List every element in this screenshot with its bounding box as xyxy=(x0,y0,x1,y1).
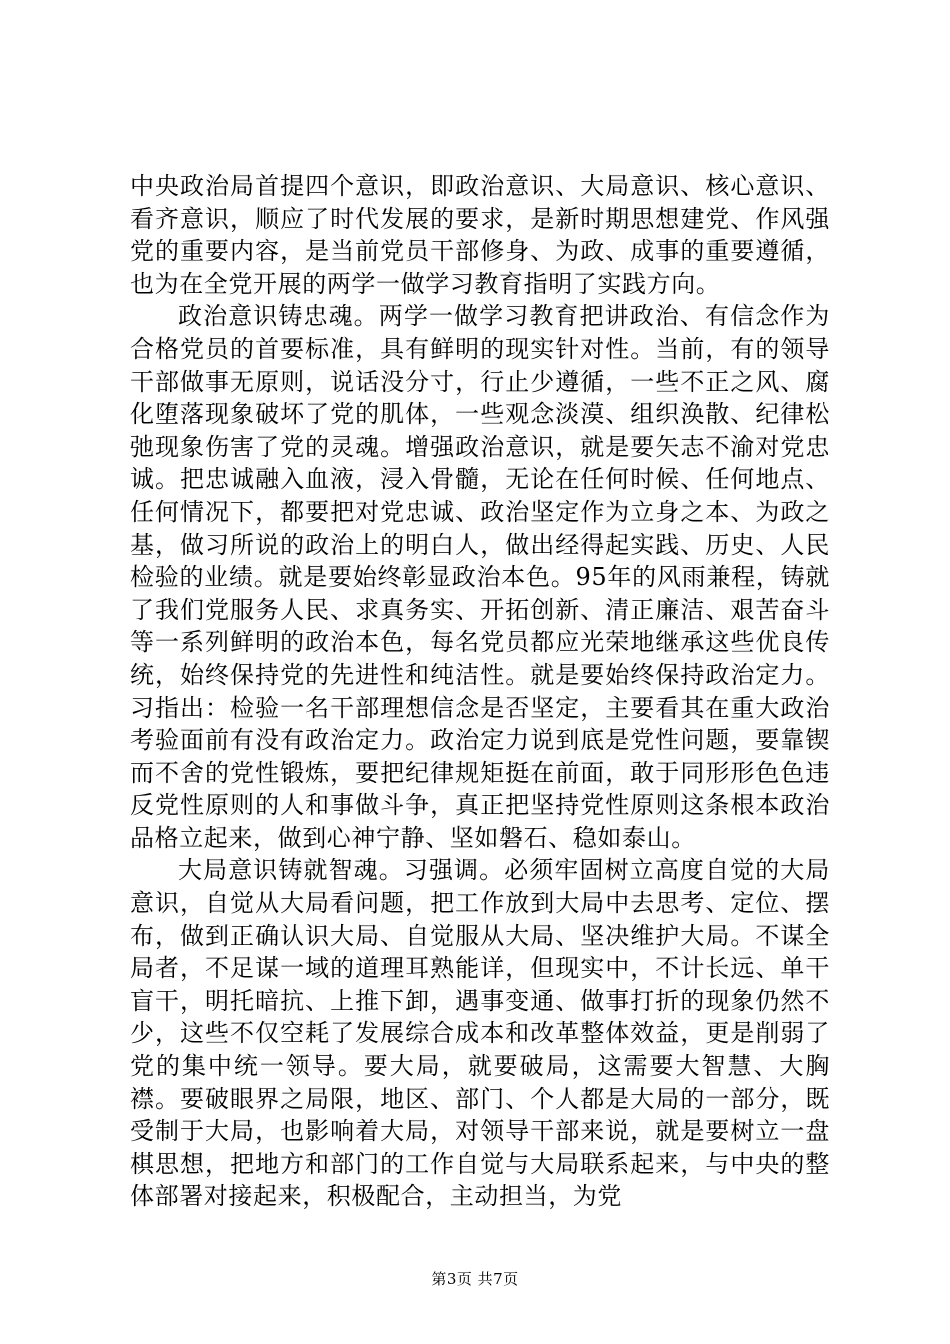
paragraph-intro: 中央政治局首提四个意识，即政治意识、大局意识、核心意识、看齐意识，顺应了时代发展的要求，是新时期思想建党、作风强党的重要内容，是当前党员干部修身、为政、成事的重要遵循，也为在全党开展的两学一做学习教育指明了实践方向。 xyxy=(130,172,830,298)
page-footer: 第3页 共7页 xyxy=(431,1270,519,1288)
body-text xyxy=(130,170,830,1213)
paragraph-political-awareness: 政治意识铸忠魂。两学一做学习教育把讲政治、有信念作为合格党员的首要标准，具有鲜明的现实针对性。当前，有的领导干部做事无原则，说话没分寸，行止少遵循，一些不正之风、腐化堕落现象破坏了党的肌体，一些观念淡漠、组织涣散、纪律松弛现象伤害了党的灵魂。增强政治意识，就是要矢志不渝对党忠诚。把忠诚融入血液，浸入骨髓，无论在任何时候、任何地点、任何情况下，都要把对党忠诚、政治坚定作为立身之本、为政之基，做习所说的政治上的明白人，做出经得起实践、历史、人民检验的业绩。就是要始终彰显政治本色。95年的风雨兼程，铸就了我们党服务人民、求真务实、开拓创新、清正廉洁、艰苦奋斗等一系列鲜明的政治本色，每名党员都应光荣地继承这些优良传统，始终保持党的先进性和纯洁性。就是要始终保持政治定力。习指出：检验一名干部理想信念是否坚定，主要看其在重大政治考验面前有没有政治定力。政治定力说到底是党性问题，要靠锲而不舍的党性锻炼，要把纪律规矩挺在前面，敢于同形形色色违反党性原则的人和事做斗争，真正把坚持党性原则这条根本政治品格立起来，做到心神宁静、坚如磐石、稳如泰山。 xyxy=(130,302,830,852)
paragraph-overall-awareness: 大局意识铸就智魂。习强调。必须牢固树立高度自觉的大局意识，自觉从大局看问题，把工作放到大局中去思考、定位、摆布，做到正确认识大局、自觉服从大局、坚决维护大局。不谋全局者，不足谋一域的道理耳熟能详，但现实中，不计长远、单干盲干，明托暗抗、上推下卸，遇事变通、做事打折的现象仍然不少，这些不仅空耗了发展综合成本和改革整体效益，更是削弱了党的集中统一领导。要大局，就要破局，这需要大智慧、大胸襟。要破眼界之局限，地区、部门、个人都是大局的一部分，既受制于大局，也影响着大局，对领导干部来说，就是要树立一盘棋思想，把地方和部门的工作自觉与大局联系起来，与中央的整体部署对接起来，积极配合，主动担当，为党 xyxy=(130,856,830,1211)
